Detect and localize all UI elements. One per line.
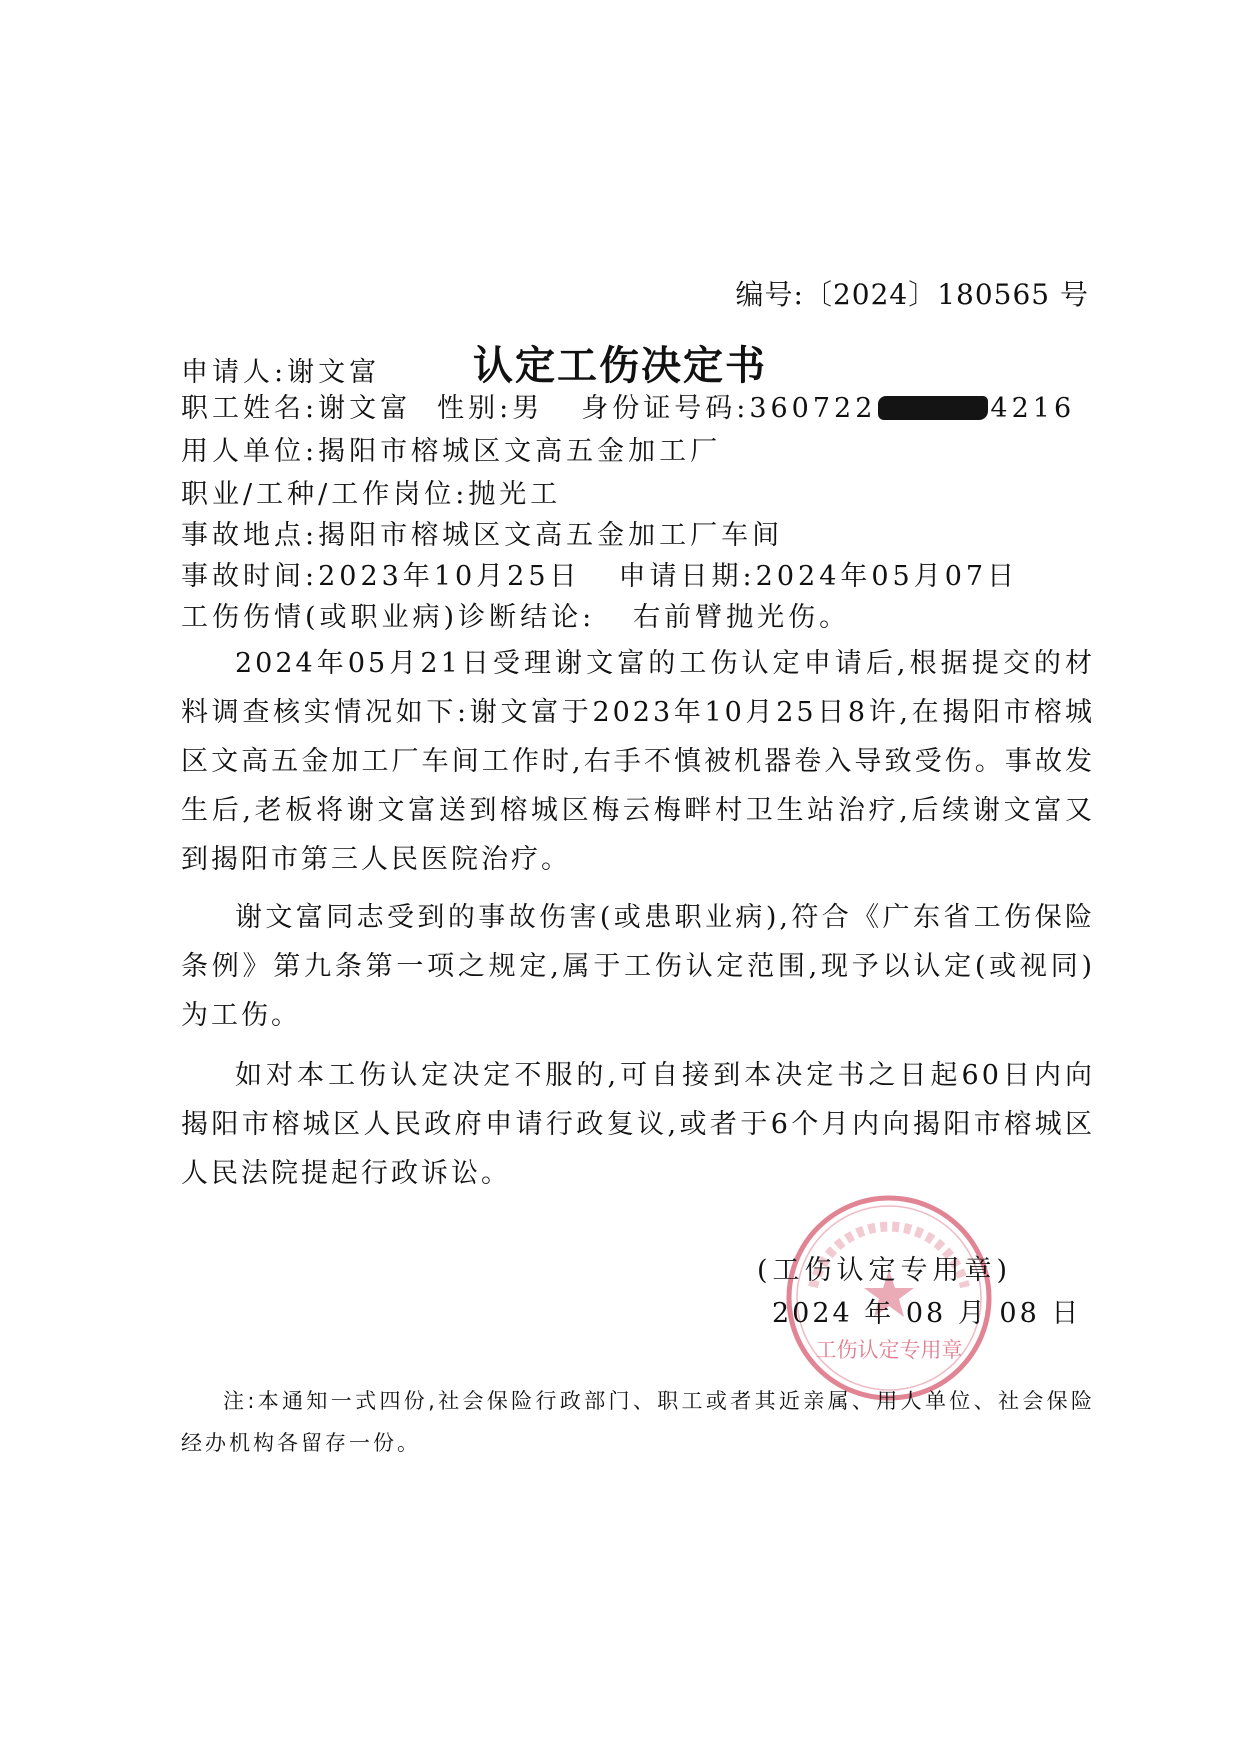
accident-place-line [181, 514, 783, 558]
gender-label: 性别: [437, 393, 513, 424]
apply-date-value: 2024年05月07日 [755, 561, 1019, 592]
occupation-value: 抛光工 [468, 479, 562, 510]
id-suffix: 4216 [990, 393, 1076, 424]
body-paragraph-3: 如对本工伤认定决定不服的,可自接到本决定书之日起60日内向揭阳市榕城区人民政府申请行政复议,或者于6个月内向揭阳市榕城区人民法院提起行政诉讼。 [181, 1060, 1095, 1189]
employee-line [181, 387, 1075, 431]
id-prefix: 360722 [749, 393, 877, 424]
employer-label: 用人单位: [181, 436, 319, 467]
document-number: 编号:〔2024〕180565 号 [735, 278, 1089, 311]
applicant-label: 申请人: [181, 357, 288, 388]
diagnosis-value: 右前臂抛光伤。 [633, 602, 851, 633]
seal-label: (工伤认定专用章) [757, 1255, 1013, 1286]
employee-name-label: 职工姓名: [181, 393, 319, 424]
apply-date-label: 申请日期: [618, 561, 756, 592]
employer-value: 揭阳市榕城区文高五金加工厂 [318, 436, 722, 467]
employee-name-value: 谢文富 [318, 393, 412, 424]
accident-place-value: 揭阳市榕城区文高五金加工厂车间 [318, 520, 784, 551]
diagnosis-line [181, 596, 850, 640]
body-paragraph-2: 谢文富同志受到的事故伤害(或患职业病),符合《广东省工伤保险条例》第九条第一项之规定,属于工伤认定范围,现予以认定(或视同)为工伤。 [181, 902, 1095, 1031]
employer-line [181, 430, 721, 474]
id-redaction-mark [878, 396, 988, 420]
id-label: 身份证号码: [581, 393, 750, 424]
dates-line [181, 555, 1018, 599]
occupation-label: 职业/工种/工作岗位: [181, 479, 469, 510]
seal-text: 工伤认定专用章 [815, 1338, 963, 1362]
body-paragraph-1: 2024年05月21日受理谢文富的工伤认定申请后,根据提交的材料调查核实情况如下:谢文富于2023年10月25日8许,在揭阳市榕城区文高五金加工厂车间工作时,右手不慎被机器卷入导致受伤。事故发生后,老板将谢文富送到榕城区梅云梅畔村卫生站治疗,后续谢文富又到揭阳市第三人民医院治疗。 [181, 648, 1095, 875]
occupation-line [181, 473, 561, 517]
footnote: 注:本通知一式四份,社会保险行政部门、职工或者其近亲属、用人单位、社会保险经办机构各留存一份。 [181, 1389, 1095, 1455]
accident-time-value: 2023年10月25日 [318, 561, 581, 592]
applicant-value: 谢文富 [287, 357, 381, 388]
diagnosis-label: 工伤伤情(或职业病)诊断结论: [181, 602, 596, 633]
document-title: 认定工伤决定书 [473, 343, 767, 389]
accident-place-label: 事故地点: [181, 520, 319, 551]
signature-date: 2024 年 08 月 08 日 [772, 1298, 1082, 1329]
gender-value: 男 [512, 393, 544, 424]
accident-time-label: 事故时间: [181, 561, 319, 592]
